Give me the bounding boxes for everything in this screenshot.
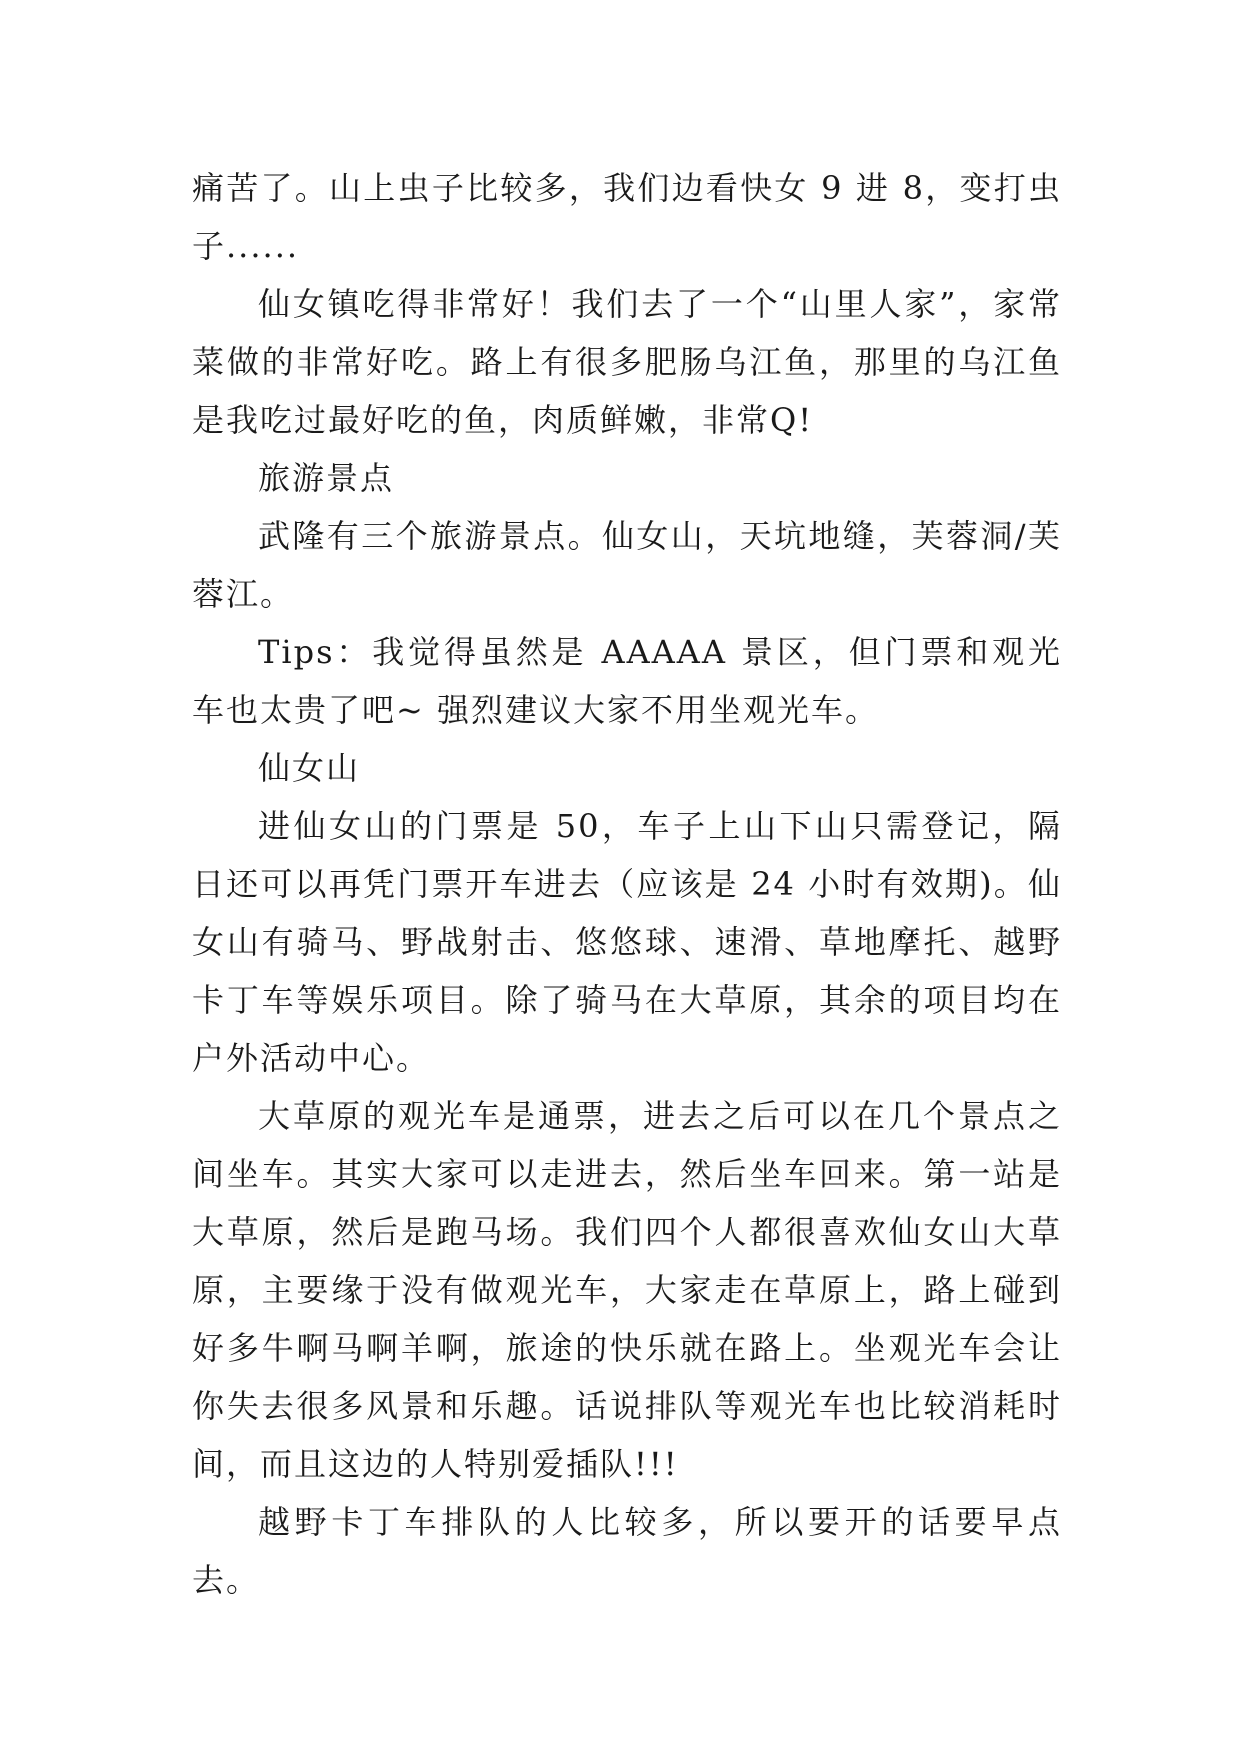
paragraph-food: 仙女镇吃得非常好！我们去了一个“山里人家”，家常菜做的非常好吃。路上有很多肥肠乌江鱼，那里的乌江鱼是我吃过最好吃的鱼，肉质鲜嫩，非常Q! — [192, 285, 1062, 439]
paragraph-attractions-list: 武隆有三个旅游景点。仙女山，天坑地缝，芙蓉洞/芙蓉江。 — [192, 517, 1062, 613]
paragraph-kart: 越野卡丁车排队的人比较多，所以要开的话要早点去。 — [192, 1503, 1062, 1599]
paragraph-continuation: 痛苦了。山上虫子比较多，我们边看快女 9 进 8，变打虫子...... — [192, 169, 1062, 265]
paragraph-tips: Tips：我觉得虽然是 AAAAA 景区，但门票和观光车也太贵了吧~ 强烈建议大家不用坐观光车。 — [192, 633, 1062, 729]
paragraph-sightseeing-bus: 大草原的观光车是通票，进去之后可以在几个景点之间坐车。其实大家可以走进去，然后坐车回来。第一站是大草原，然后是跑马场。我们四个人都很喜欢仙女山大草原，主要缘于没有做观光车，大家走在草原上，路上碰到好多牛啊马啊羊啊，旅途的快乐就在路上。坐观光车会让你失去很多风景和乐趣。话说排队等观光车也比较消耗时间，而且这边的人特别爱插队!!! — [192, 1097, 1062, 1483]
section-heading-xiannvshan: 仙女山 — [258, 749, 361, 787]
paragraph-tickets: 进仙女山的门票是 50，车子上山下山只需登记，隔日还可以再凭门票开车进去（应该是 24 小时有效期)。仙女山有骑马、野战射击、悠悠球、速滑、草地摩托、越野卡丁车等娱乐项目。除了骑马在大草原，其余的项目均在户外活动中心。 — [192, 807, 1062, 1077]
document-body — [192, 159, 1062, 1609]
section-heading-attractions: 旅游景点 — [258, 459, 395, 497]
